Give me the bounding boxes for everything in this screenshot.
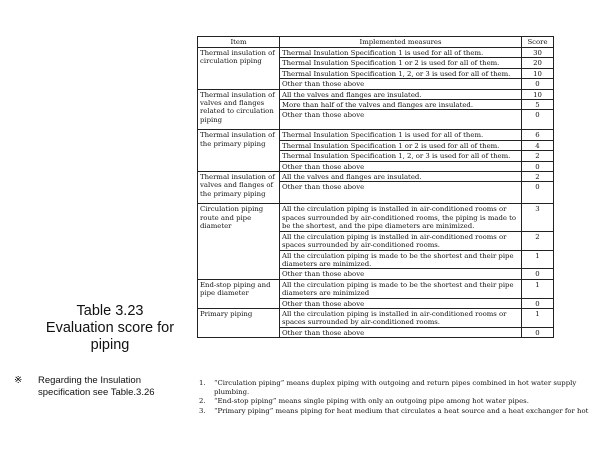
measure-cell: Other than those above — [280, 298, 522, 308]
measure-cell: Other than those above — [280, 269, 522, 279]
piping-score-table — [197, 36, 554, 338]
score-cell: 1 — [522, 250, 554, 269]
caption-panel — [0, 0, 196, 450]
footnote-item — [197, 406, 589, 416]
caption-line-1: Table 3.23 — [76, 303, 144, 319]
caption-line-2: Evaluation score for — [45, 320, 175, 336]
score-cell: 0 — [522, 269, 554, 279]
header-score: Score — [522, 37, 554, 48]
score-cell: 2 — [522, 231, 554, 250]
measure-cell: Thermal Insulation Specification 1, 2, or 3 is used for all of them. — [280, 151, 522, 161]
table-row — [198, 204, 554, 231]
table-row — [198, 48, 554, 58]
header-measures: Implemented measures — [280, 37, 522, 48]
footnotes — [197, 379, 589, 416]
measure-cell: Other than those above — [280, 110, 522, 130]
item-cell: Thermal insulation of circulation piping — [198, 48, 280, 90]
score-cell: 10 — [522, 68, 554, 78]
item-cell: End-stop piping and pipe diameter — [198, 279, 280, 308]
score-cell: 6 — [522, 130, 554, 140]
footnote-number: 3. — [199, 406, 206, 415]
item-cell: Thermal insulation of valves and flanges of the primary piping — [198, 172, 280, 204]
measure-cell: More than half of the valves and flanges are insulated. — [280, 100, 522, 110]
score-cell: 0 — [522, 327, 554, 337]
footnote-item — [197, 379, 577, 396]
score-cell: 1 — [522, 279, 554, 298]
footnote-item — [197, 397, 577, 406]
score-cell: 3 — [522, 204, 554, 231]
measure-cell: Thermal Insulation Specification 1 or 2 is used for all of them. — [280, 140, 522, 150]
footnote-number: 1. — [199, 379, 206, 387]
measure-cell: All the circulation piping is made to be the shortest and their pipe diameters are minimized — [280, 279, 522, 298]
item-cell: Thermal insulation of valves and flanges related to circulation piping — [198, 89, 280, 130]
measure-cell: Thermal Insulation Specification 1 or 2 is used for all of them. — [280, 58, 522, 68]
score-cell: 2 — [522, 172, 554, 182]
table-row — [198, 130, 554, 140]
measure-cell: All the circulation piping is made to be the shortest and their pipe diameters are minimized. — [280, 250, 522, 269]
measure-cell: Thermal Insulation Specification 1, 2, or 3 is used for all of them. — [280, 68, 522, 78]
score-cell: 20 — [522, 58, 554, 68]
measure-cell: Thermal Insulation Specification 1 is used for all of them. — [280, 48, 522, 58]
score-cell: 30 — [522, 48, 554, 58]
score-cell: 5 — [522, 100, 554, 110]
score-cell: 1 — [522, 308, 554, 327]
score-cell: 2 — [522, 151, 554, 161]
reference-note-text: Regarding the Insulation specification see Table.3.26 — [38, 375, 155, 398]
measure-cell: Other than those above — [280, 327, 522, 337]
score-cell: 0 — [522, 182, 554, 204]
measure-cell: All the circulation piping is installed in air-conditioned rooms or spaces surrounded by air-conditioned rooms. — [280, 231, 522, 250]
score-cell: 10 — [522, 89, 554, 99]
table-row — [198, 89, 554, 99]
score-cell: 0 — [522, 110, 554, 130]
measure-cell: All the valves and flanges are insulated. — [280, 172, 522, 182]
footnote-text: “Primary piping” means piping for heat medium that circulates a heat source and a heat exchanger for hot — [214, 406, 589, 415]
table-header-row — [198, 37, 554, 48]
measure-cell: Other than those above — [280, 182, 522, 204]
item-cell: Thermal insulation of the primary piping — [198, 130, 280, 172]
table-row — [198, 308, 554, 327]
score-cell: 0 — [522, 161, 554, 171]
table-row — [198, 279, 554, 298]
header-item: Item — [198, 37, 280, 48]
footnote-number: 2. — [199, 397, 206, 406]
measure-cell: All the circulation piping is installed in air-conditioned rooms or spaces surrounded by air-conditioned rooms. — [280, 308, 522, 327]
table-caption — [30, 303, 190, 354]
table-row — [198, 172, 554, 182]
measure-cell: Other than those above — [280, 161, 522, 171]
caption-line-3: piping — [90, 337, 130, 353]
measure-cell: Other than those above — [280, 79, 522, 89]
measure-cell: Thermal Insulation Specification 1 is used for all of them. — [280, 130, 522, 140]
footnote-text: “Circulation piping” means duplex piping with outgoing and return pipes combined in hot water supply plumbing. — [214, 379, 577, 396]
measure-cell: All the valves and flanges are insulated. — [280, 89, 522, 99]
footnote-text: “End-stop piping” means single piping with only an outgoing pipe among hot water pipes. — [214, 397, 529, 406]
measure-cell: All the circulation piping is installed in air-conditioned rooms or spaces surrounded by air-conditioned rooms, the piping is made to be the shortest, and the pipe diameters are minimized. — [280, 204, 522, 231]
score-cell: 0 — [522, 79, 554, 89]
score-cell: 4 — [522, 140, 554, 150]
item-cell: Primary piping — [198, 308, 280, 337]
reference-mark: ※ — [14, 375, 23, 386]
item-cell: Circulation piping route and pipe diameter — [198, 204, 280, 279]
score-cell: 0 — [522, 298, 554, 308]
